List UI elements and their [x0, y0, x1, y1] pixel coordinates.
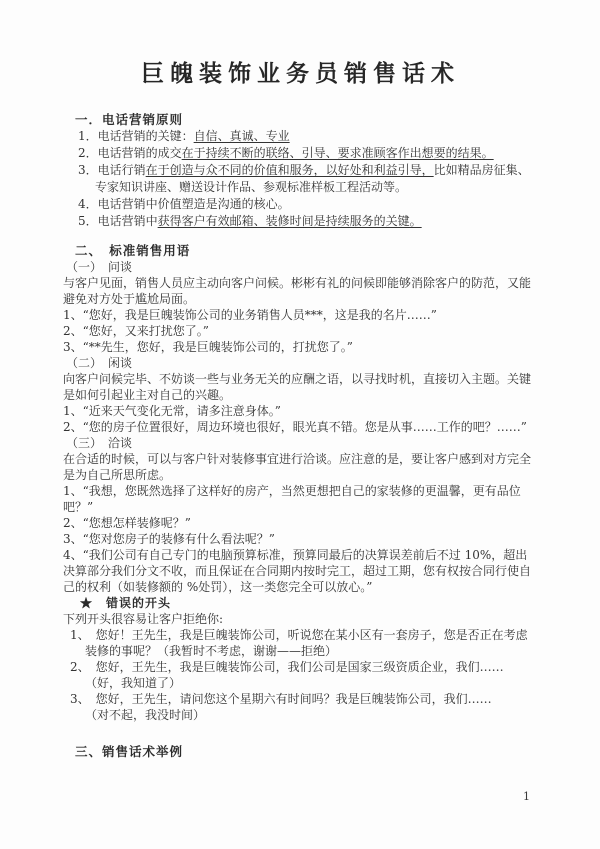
sub-heading [63, 435, 538, 451]
text-segment: 1、“您好，我是巨魄装饰公司的业务销售人员***，这是我的名片……” [63, 308, 437, 322]
text-segment: （三） 洽谈 [66, 436, 133, 450]
star-heading [63, 595, 538, 611]
text-segment: 1、“近来天气变化无常，请多注意身体。” [63, 404, 281, 418]
numbered-item [78, 145, 538, 162]
text-segment: 下列开头很容易让客户拒绝你: [63, 612, 224, 626]
quote-item [63, 531, 538, 547]
text-segment: 5．电话营销中 [78, 214, 158, 228]
text-segment: 1、 您好！王先生，我是巨魄装饰公司，听说您在某小区有一套房子，您是否正在考虑装修的事呢？（我暂时不考虑，谢谢——拒绝） [70, 628, 528, 658]
section-heading-1 [63, 112, 538, 128]
text-segment: 2、“您的房子位置很好，周边环境也很好，眼光真不错。您是从事……工作的吧？……” [63, 420, 527, 434]
quote-item [63, 339, 538, 355]
text-segment: 4、“我们公司有自己专门的电脑预算标准，预算同最后的决算误差前后不过 10%，超出决算部分我们分文不收，而且保证在合同期内按时完工，超过工期，您有权按合同行使自己的权利（如装修额的 %处罚），这一类您完全可以放心。” [63, 548, 532, 594]
text-segment: 二、 标准销售用语 [75, 243, 191, 258]
quote-item [63, 547, 538, 595]
underlined-text: 在于持续不断的联络、引导、要求准顾客作出想要的结果。 [181, 146, 494, 160]
text-segment: ★ 错误的开头 [80, 596, 172, 610]
quote-item [63, 483, 538, 515]
text-segment: （对不起，我没时间） [85, 708, 206, 722]
text-segment: 三、销售话术举例 [75, 744, 184, 759]
wrong-opening-item [70, 659, 538, 675]
wrong-opening-response [85, 707, 538, 723]
wrong-opening-response [85, 675, 538, 691]
quote-item [63, 419, 538, 435]
section-heading-3 [63, 744, 538, 760]
section-heading-2 [63, 243, 538, 259]
document-title: 巨魄装饰业务员销售话术 [141, 60, 460, 87]
text-segment: （二） 闲谈 [66, 356, 133, 370]
page-number: 1 [523, 790, 530, 803]
numbered-item [78, 162, 538, 196]
wrong-opening-item [70, 627, 538, 659]
numbered-item [78, 196, 538, 213]
text-segment: 3、 您好，王先生，请问您这个星期六有时间吗？我是巨魄装饰公司，我们…… [70, 692, 492, 706]
paragraph [63, 275, 538, 307]
numbered-item [78, 128, 538, 145]
quote-item [63, 403, 538, 419]
sub-heading [63, 355, 538, 371]
sub-heading [63, 259, 538, 275]
text-segment: 比如精品房征集、专家知识讲座、赠送设计作品、参观标准样板工程活动等。 [95, 163, 530, 194]
text-segment: 2、“您好，又来打扰您了。” [63, 324, 209, 338]
document-body [63, 112, 538, 760]
text-segment: 3、“您对您房子的装修有什么看法呢？” [63, 532, 275, 546]
text-segment: 3、“**先生，您好，我是巨魄装饰公司的，打扰您了。” [63, 340, 353, 354]
text-segment: 2、 您好，王先生，我是巨魄装饰公司，我们公司是国家三级资质企业，我们…… [70, 660, 504, 674]
underlined-text: 在于创造与众不同的价值和服务，以好处和利益引导， [145, 163, 434, 177]
text-segment: （一） 问谈 [66, 260, 133, 274]
text-segment: 3．电话行销 [78, 163, 146, 177]
paragraph [63, 371, 538, 403]
text-segment: 向客户问候完毕、不妨谈一些与业务无关的应酬之语，以寻找时机，直接切入主题。关键是如何引起业主对自己的兴趣。 [63, 372, 532, 402]
text-segment: 2、“您想怎样装修呢？” [63, 516, 191, 530]
quote-item [63, 515, 538, 531]
wrong-opening-item [70, 691, 538, 707]
quote-item [63, 307, 538, 323]
text-segment: （好，我知道了） [85, 676, 182, 690]
text-segment: 2．电话营销的成交 [78, 146, 182, 160]
paragraph [63, 451, 538, 483]
text-segment: 与客户见面，销售人员应主动向客户问候。彬彬有礼的问候即能够消除客户的防范，又能避免对方处于尴尬局面。 [63, 276, 532, 306]
underlined-text: 自信、真诚、专业 [193, 129, 290, 143]
text-segment: 4．电话营销中价值塑造是沟通的核心。 [78, 197, 290, 211]
text-segment: 在合适的时候，可以与客户针对装修事宜进行洽谈。应注意的是，要让客户感到对方完全是为自己所思所虑。 [63, 452, 532, 482]
numbered-item [78, 213, 538, 230]
text-segment: 1、“我想，您既然选择了这样好的房产，当然更想把自己的家装修的更温馨，更有品位吧？” [63, 484, 521, 514]
quote-item [63, 323, 538, 339]
underlined-text: 获得客户有效邮箱、装修时间是持续服务的关键。 [157, 214, 422, 228]
paragraph [63, 611, 538, 627]
text-segment: 一．电话营销原则 [75, 112, 184, 127]
text-segment: 1．电话营销的关键： [78, 129, 194, 143]
